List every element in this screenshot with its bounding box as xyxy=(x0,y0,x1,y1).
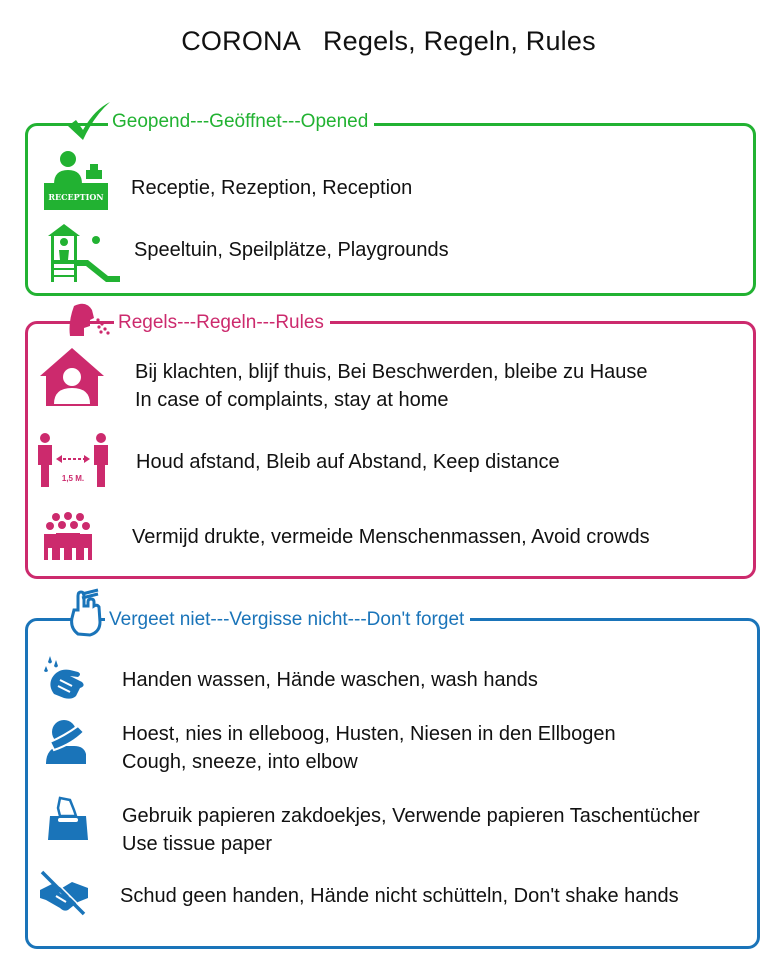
item-text-line1: Gebruik papieren zakdoekjes, Verwende papieren Taschentücher xyxy=(122,805,700,827)
item-text: Vermijd drukte, vermeide Menschenmassen, Avoid crowds xyxy=(132,526,650,548)
rules-item-crowds xyxy=(132,523,650,551)
opened-header: Geopend---Geöffnet---Opened xyxy=(108,111,374,133)
no-handshake-icon xyxy=(38,868,90,918)
wash-hands-icon xyxy=(44,654,88,700)
playground-icon xyxy=(44,220,122,284)
title-rules: Regels, Regeln, Rules xyxy=(322,26,596,56)
opened-item-playgrounds xyxy=(134,236,449,264)
item-text-line2: Cough, sneeze, into elbow xyxy=(122,751,358,773)
distance-icon xyxy=(34,433,114,489)
opened-item-reception xyxy=(131,174,412,202)
checkmark-icon xyxy=(64,100,112,142)
item-text-line2: In case of complaints, stay at home xyxy=(135,389,449,411)
reception-icon xyxy=(42,150,110,212)
distance-icon-label: 1,5 M. xyxy=(61,474,85,483)
forget-item-tissues xyxy=(122,802,700,858)
tissue-box-icon xyxy=(46,796,90,842)
item-text-line1: Hoest, nies in elleboog, Husten, Niesen in den Ellbogen xyxy=(122,723,616,745)
item-text-line1: Bij klachten, blijf thuis, Bei Beschwerden, bleibe zu Hause xyxy=(135,361,648,383)
forget-item-cough-elbow xyxy=(122,720,616,776)
rules-item-distance xyxy=(136,448,560,476)
forget-item-wash-hands xyxy=(122,666,538,694)
item-text: Receptie, Rezeption, Reception xyxy=(131,177,413,199)
rules-item-stay-home xyxy=(135,358,648,414)
item-text: Speeltuin, Speilplätze, Playgrounds xyxy=(134,239,449,261)
title-corona: CORONA xyxy=(181,26,301,56)
page-title xyxy=(0,26,777,57)
opened-section xyxy=(25,123,756,296)
stay-home-icon xyxy=(38,346,106,408)
item-text: Handen wassen, Hände waschen, wash hands xyxy=(122,669,538,691)
forget-item-no-handshake xyxy=(120,882,679,910)
item-text-line2: Use tissue paper xyxy=(122,833,273,855)
reception-icon-label: RECEPTION xyxy=(48,192,104,202)
rules-header: Regels---Regeln---Rules xyxy=(114,312,330,334)
item-text: Schud geen handen, Hände nicht schütteln, Don't shake hands xyxy=(120,885,679,907)
reminder-finger-icon xyxy=(66,588,106,638)
crowd-icon xyxy=(42,512,94,562)
item-text: Houd afstand, Bleib auf Abstand, Keep distance xyxy=(136,451,560,473)
cough-elbow-icon xyxy=(44,716,90,766)
forget-header: Vergeet niet---Vergisse nicht---Don't forget xyxy=(105,609,470,631)
sneezing-person-icon xyxy=(64,302,112,346)
